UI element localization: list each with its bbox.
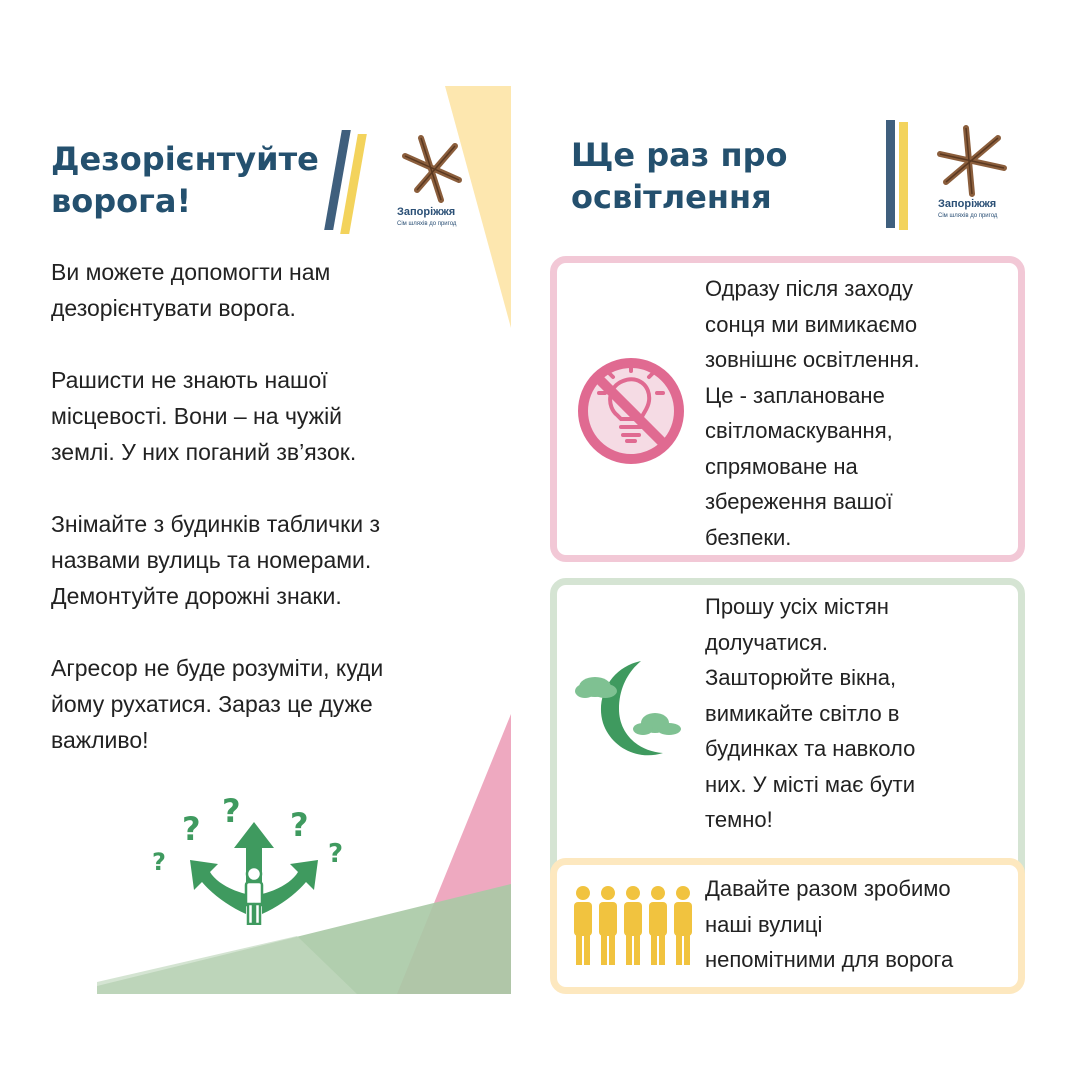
info-card-streets bbox=[550, 858, 1025, 994]
paragraph: Ви можете допомогти нам дезорієнтувати ворога. bbox=[51, 259, 331, 321]
svg-text:?: ? bbox=[182, 810, 201, 848]
person-crossroads-arrows-icon bbox=[150, 790, 350, 925]
info-card-lighting bbox=[550, 256, 1025, 562]
svg-text:?: ? bbox=[328, 839, 344, 869]
svg-text:?: ? bbox=[152, 848, 166, 876]
logo-name: Запоріжжя bbox=[397, 206, 456, 218]
page-title-right: Ще раз про освітлення bbox=[571, 136, 788, 216]
cross-sticks-icon bbox=[395, 132, 495, 206]
ukrainian-flag-stripes bbox=[329, 130, 379, 235]
paragraph: Рашисти не знають нашої місцевості. Вони – на чужій землі. У них поганий зв’язок. bbox=[51, 367, 357, 465]
logo-tagline: Сім шляхів до пригод bbox=[938, 213, 998, 219]
card-text: Давайте разом зробимо наші вулиці непомітними для ворога bbox=[705, 876, 954, 972]
card-text: Одразу після заходу сонця ми вимикаємо зовнішнє освітлення. Це - заплановане світломаскування, спрямоване на збереження вашої безпеки. bbox=[705, 276, 920, 550]
left-body-text bbox=[51, 254, 491, 794]
people-group-icon bbox=[571, 885, 695, 967]
logo-tagline: Сім шляхів до пригод bbox=[397, 221, 457, 227]
moon-clouds-icon bbox=[571, 657, 691, 767]
flag-blue-stripe bbox=[886, 120, 895, 228]
logo-name: Запоріжжя bbox=[938, 198, 997, 210]
flag-yellow-stripe bbox=[899, 122, 908, 230]
zaporizhzhia-logo bbox=[395, 132, 495, 232]
paragraph: Знімайте з будинків таблички з назвами вулиць та номерами. Демонтуйте дорожні знаки. bbox=[51, 511, 381, 609]
cross-sticks-icon bbox=[932, 124, 1032, 198]
card-text: Прошу усіх містян долучатися. Зашторюйте вікна, вимикайте світло в будинках та навколо них. У місті має бути темно! bbox=[705, 594, 916, 832]
paragraph: Агресор не буде розуміти, куди йому рухатися. Зараз це дуже важливо! bbox=[51, 655, 384, 753]
zaporizhzhia-logo bbox=[932, 124, 1032, 224]
ukrainian-flag-stripes bbox=[884, 120, 914, 230]
right-panel bbox=[540, 86, 1040, 994]
no-light-bulb-icon bbox=[571, 351, 691, 471]
svg-text:?: ? bbox=[222, 792, 241, 830]
page-title: Дезорієнтуйте ворога! bbox=[51, 140, 319, 220]
svg-text:?: ? bbox=[290, 806, 309, 844]
